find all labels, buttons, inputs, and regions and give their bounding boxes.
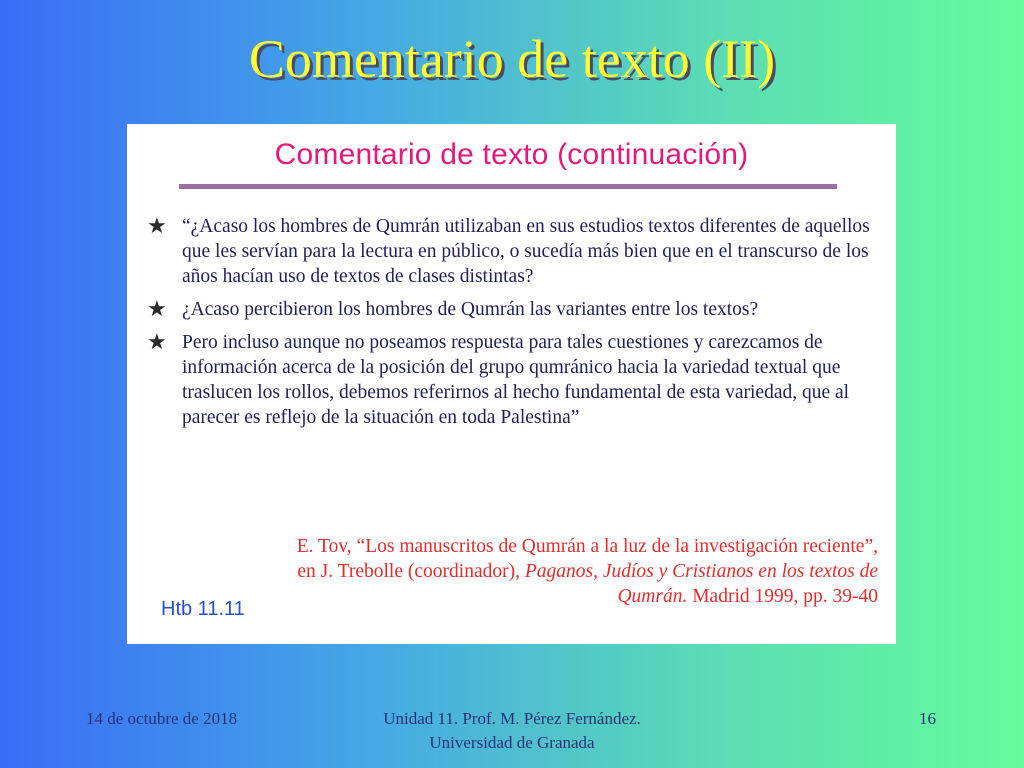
bullet-text: “¿Acaso los hombres de Qumrán utilizaban en sus estudios textos diferentes de aquellos que les servían para la lectura en público, o sucedía más bien que en el transcurso de los años hacían uso de textos de clases distintas? [182,216,870,287]
card-heading: Comentario de texto (continuación) [274,138,749,171]
citation-book-title: Paganos, Judíos y Cristianos en los textos de [524,561,878,582]
citation-editor: en J. Trebolle (coordinador), [297,561,525,582]
footer-author [320,707,704,755]
bullet-item [147,330,882,430]
content-card [127,124,896,644]
citation-line-1: E. Tov, “Los manuscritos de Qumrán a la luz de la investigación reciente”, [296,536,878,557]
footer-author-line: Unidad 11. Prof. M. Pérez Fernández. [383,709,641,728]
star-icon: ★ [147,330,167,355]
bullet-text: ¿Acaso percibieron los hombres de Qumrán las variantes entre los textos? [182,299,759,320]
citation-line-3 [148,584,878,609]
bullet-item [147,297,882,322]
citation-book-title-end: Qumrán. [617,586,688,607]
bullet-list [147,214,882,438]
citation-line-2 [148,559,878,584]
citation [148,534,878,609]
bullet-item [147,214,882,289]
citation-publication: Madrid 1999, pp. 39-40 [687,586,878,607]
star-icon: ★ [147,214,167,239]
star-icon: ★ [147,297,167,322]
bullet-text: Pero incluso aunque no poseamos respuesta para tales cuestiones y carezcamos de información acerca de la posición del grupo qumránico hacia la variedad textual que traslucen los rollos, debemos referirnos al hecho fundamental de esta variedad, que al parecer es reflejo de la situación en toda Palestina” [182,332,850,428]
footer-institution: Universidad de Granada [429,733,595,752]
footer-date: 14 de octubre de 2018 [86,709,238,728]
page-number: 16 [919,709,936,728]
heading-divider [179,184,837,189]
reference-code: Htb 11.11 [161,598,245,620]
slide-title: Comentario de texto (II) [248,29,776,89]
